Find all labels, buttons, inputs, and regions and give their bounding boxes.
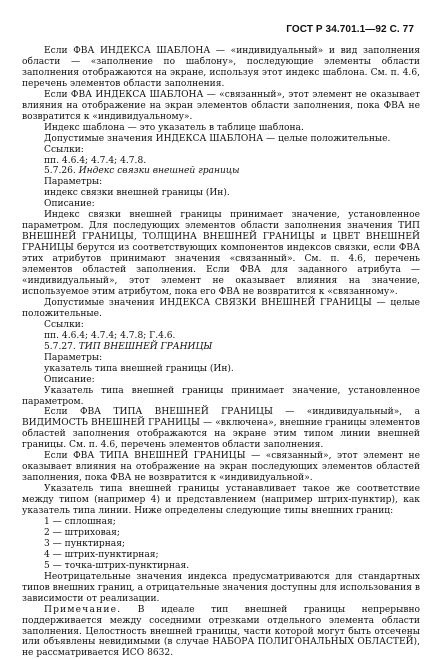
section-number: 5.7.26.	[44, 166, 79, 177]
section-number: 5.7.27.	[44, 341, 79, 352]
body-paragraph: Индекс связки внешней границы принимает значение, установленное параметром. Для последующих элементов области заполнения значения ТИП ВНЕШНЕЙ ГРАНИЦЫ, ТОЛЩИНА ВНЕШНЕЙ ГРАНИЦЫ и ЦВЕТ ВНЕШНЕЙ ГРАНИЦЫ берутся из соответствующих компонентов индексов связки, если ФВА этих атрибутов принимают значения «связанный». См. п. 4.6, перечень элементов областей заполнения. Если ФВА для заданного атрибута — «индивидуальный», этот элемент не оказывает влияния на значение, используемое этим атрибутом, пока его ФВА не возвратится к «связанному».	[22, 210, 420, 297]
list-item: 4 — штрих-пунктирная;	[44, 549, 159, 560]
document-page	[22, 8, 420, 659]
list-item: 2 — штриховая;	[44, 527, 120, 538]
body-paragraph: Если ФВА ТИПА ВНЕШНЕЙ ГРАНИЦЫ — «связанный», этот элемент не оказывает влияния на отображение на экран последующих элементов областей заполнения, пока ФВА не возвратится к «индивидуальной».	[22, 451, 420, 484]
body-paragraph: Если ФВА ИНДЕКСА ШАБЛОНА — «связанный», этот элемент не оказывает влияния на отображение на экран элементов области заполнения, пока ФВА не возвратится к «индивидуальному».	[22, 89, 420, 122]
page-header: ГОСТ Р 34.701.1—92 С. 77	[286, 24, 414, 35]
list-item: 1 — сплошная;	[44, 516, 116, 527]
section-title: ТИП ВНЕШНЕЙ ГРАНИЦЫ	[78, 341, 213, 352]
section-heading	[22, 166, 420, 177]
body-paragraph: Параметры:	[44, 177, 103, 188]
note-text: В идеале тип внешней границы непрерывно поддерживается между соседними отрезками отдельного элемента области заполнения. Целостность внешней границы, части которой могут быть отсечены или объявлены невидимыми (в случае НАБОРА ПОЛИГОНАЛЬНЫХ ОБЛАСТЕЙ), не рассматривается ИСО 8632.	[22, 604, 420, 659]
body-paragraph: Описание:	[44, 199, 95, 210]
body-paragraph: Неотрицательные значения индекса предусматриваются для стандартных типов внешних границ, а отрицательные значения доступны для использования в зависимости от реализации.	[22, 571, 420, 604]
body-paragraph: индекс связки внешней границы (Ин).	[44, 188, 230, 199]
body-paragraph: указатель типа внешней границы (Ин).	[44, 363, 234, 374]
note-label: Примечание.	[44, 604, 122, 615]
body-paragraph: Индекс шаблона — это указатель в таблице шаблона.	[44, 122, 304, 133]
body-paragraph: Параметры:	[44, 352, 103, 363]
body-paragraph: Указатель типа внешней границы устанавливает такое же соответствие между типом (например 4) и представлением (например штрих-пунктир), как указатель типа линии. Ниже определены следующие типы внешних границ:	[22, 484, 420, 517]
list-item: 3 — пунктирная;	[44, 538, 126, 549]
body-paragraph: пп. 4.6.4; 4.7.4; 4.7.8.	[44, 155, 147, 166]
body-paragraph: Если ФВА ИНДЕКСА ШАБЛОНА — «индивидуальный» и вид заполнения области — «заполнение по шаблону», последующие элементы области заполнения отображаются на экране, используя этот индекс шаблона. См. п. 4.6, перечень элементов области заполнения.	[22, 46, 420, 89]
body-paragraph: Указатель типа внешней границы принимает значение, установленное параметром.	[22, 385, 420, 407]
body-paragraph: Ссылки:	[44, 319, 84, 330]
body-paragraph: пп. 4.6.4; 4.7.4; 4.7.8; Г.4.6.	[44, 330, 176, 341]
document-body	[22, 46, 420, 659]
list-item: 5 — точка-штрих-пунктирная.	[44, 560, 190, 571]
note-paragraph	[22, 605, 420, 659]
body-paragraph: Ссылки:	[44, 144, 84, 155]
body-paragraph: Допустимые значения ИНДЕКСА СВЯЗКИ ВНЕШНЕЙ ГРАНИЦЫ — целые положительные.	[22, 297, 420, 319]
section-title: Индекс связки внешней границы	[78, 166, 240, 177]
section-heading	[22, 342, 420, 353]
body-paragraph: Описание:	[44, 374, 95, 385]
body-paragraph: Если ФВА ТИПА ВНЕШНЕЙ ГРАНИЦЫ — «индивидуальный», а ВИДИМОСТЬ ВНЕШНЕЙ ГРАНИЦЫ — «включена», внешние границы элементов областей заполнения отображаются на экране этим типом линии внешней границы. См. п. 4.6, перечень элементов области заполнения.	[22, 407, 420, 451]
body-paragraph: Допустимые значения ИНДЕКСА ШАБЛОНА — целые положительные.	[44, 133, 391, 144]
